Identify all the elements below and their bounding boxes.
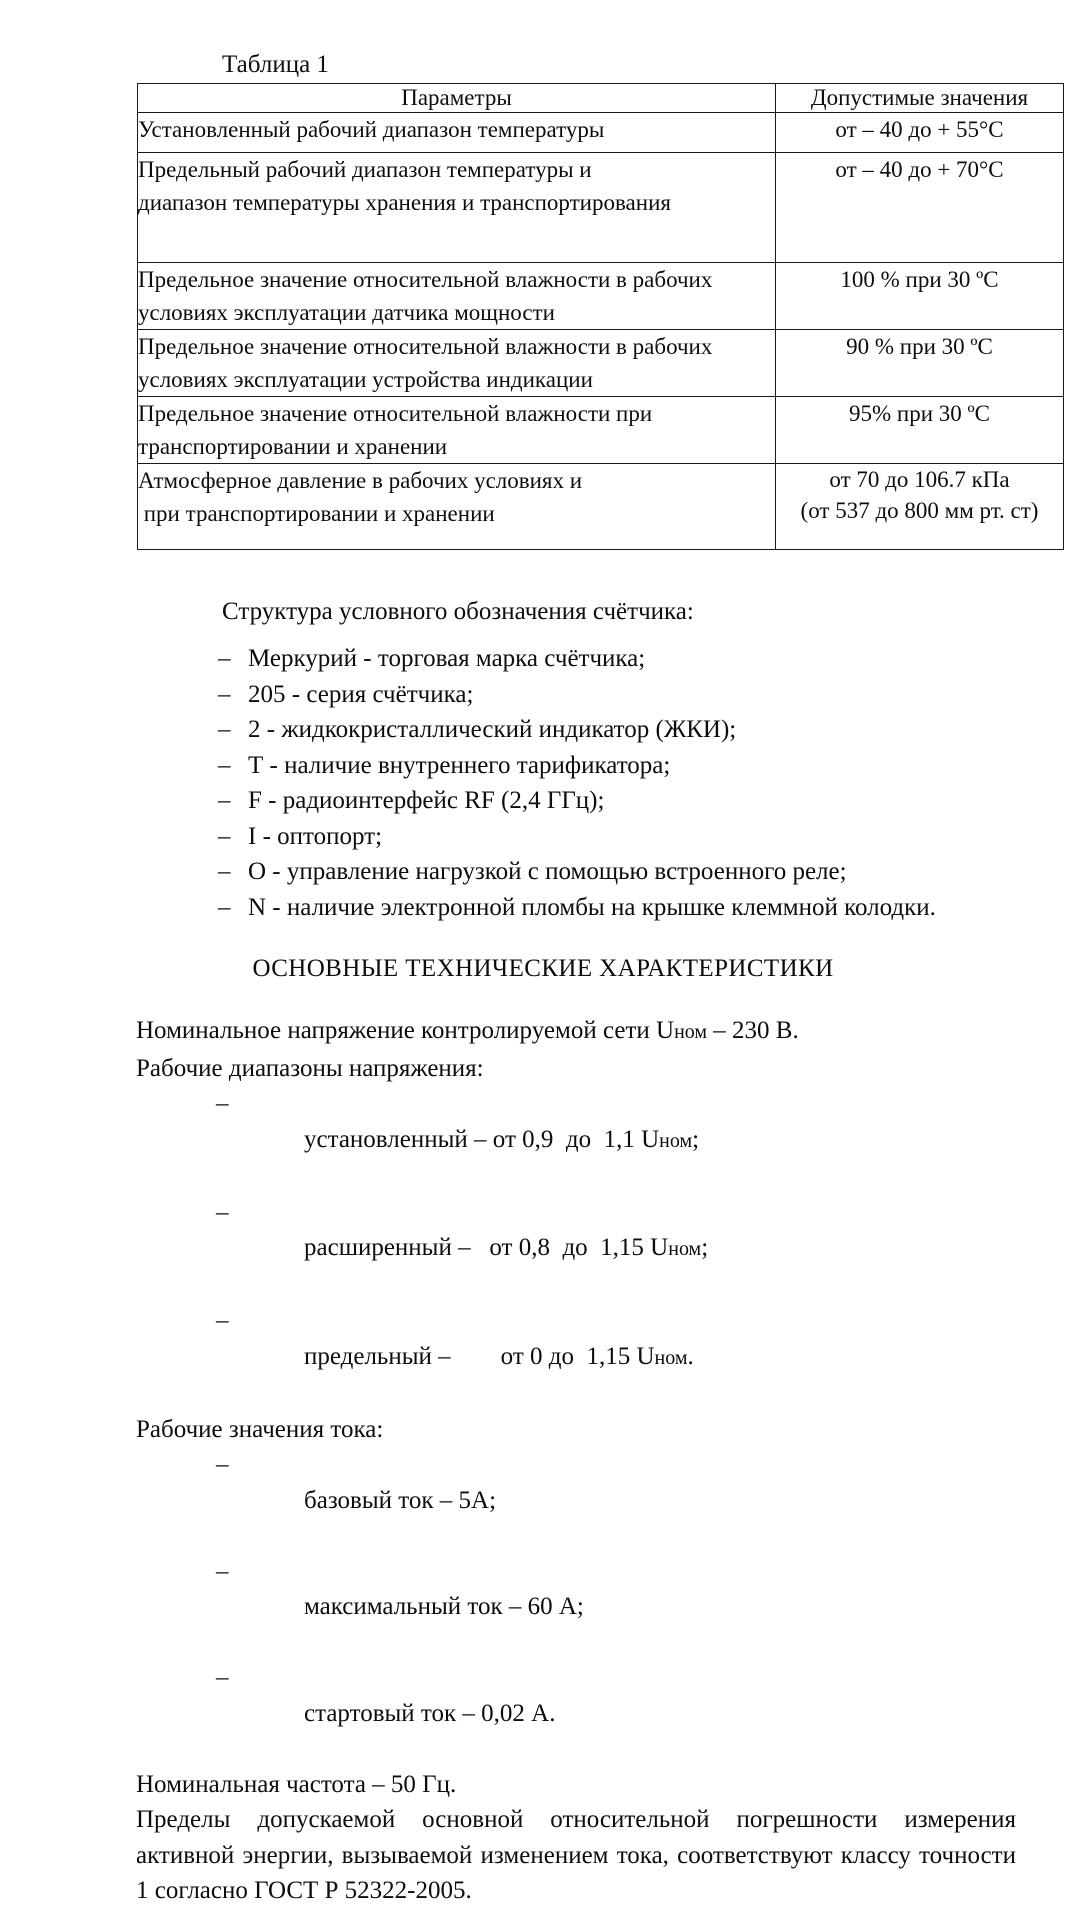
list-item — [136, 1447, 1016, 1554]
cell-line: от – 40 до + 70°C — [835, 157, 1004, 182]
cell-line: 90 % при 30 ºС — [846, 334, 993, 359]
list-item — [218, 748, 1018, 784]
designation-list — [218, 641, 1018, 925]
cell-line: Установленный рабочий диапазон температуры — [138, 117, 605, 142]
nominal-voltage-prefix: Номинальное напряжение контролируемой сети U — [136, 1017, 675, 1044]
list-item — [136, 1554, 1016, 1661]
list-item-label: 205 - серия счётчика; — [248, 680, 474, 708]
voltage-ranges-label: Рабочие диапазоны напряжения: — [136, 1054, 484, 1082]
nominal-voltage-subscript: ном — [674, 1021, 708, 1043]
list-item — [218, 890, 1018, 926]
cell-line: 95% при 30 ºС — [849, 401, 990, 426]
cell-line: диапазон температуры хранения и транспортирования — [138, 190, 671, 215]
table-row — [138, 397, 1064, 464]
cell-value — [776, 464, 1064, 550]
specifications-body — [136, 1013, 1016, 1909]
list-item-label — [266, 1230, 708, 1268]
list-item — [136, 1195, 1016, 1304]
cell-parameter — [138, 263, 776, 330]
cell-line: от 70 до 106.7 кПа — [829, 467, 1010, 492]
dash-bullet: – — [216, 1557, 229, 1585]
column-header-parameter: Параметры — [138, 84, 776, 113]
voltage-ranges-list — [136, 1086, 1016, 1412]
list-item-label: N - наличие электронной пломбы на крышке клеммной колодки. — [248, 893, 936, 921]
range-text: предельный – от 0 до 1,15 U — [304, 1342, 655, 1370]
list-item — [218, 819, 1018, 855]
cell-value — [776, 153, 1064, 263]
dash-bullet: – — [216, 1090, 229, 1117]
cell-line: транспортировании и хранении — [138, 434, 448, 459]
table-row — [138, 464, 1064, 550]
list-item-label — [266, 1122, 699, 1160]
list-item — [218, 677, 1018, 713]
list-item — [218, 712, 1018, 748]
range-suffix: . — [687, 1342, 694, 1370]
dash-bullet: – — [218, 751, 231, 779]
list-item — [136, 1086, 1016, 1195]
list-item-label: Меркурий - торговая марка счётчика; — [248, 645, 646, 672]
cell-parameter — [138, 464, 776, 550]
table-row — [138, 113, 1064, 153]
specifications-table — [137, 83, 1064, 550]
cell-line: (от 537 до 800 мм рт. ст) — [800, 498, 1039, 523]
nominal-voltage-suffix: – 230 В. — [707, 1017, 799, 1044]
list-item-label: базовый ток – 5А; — [304, 1486, 497, 1514]
list-item-label — [266, 1339, 694, 1377]
dash-bullet: – — [216, 1307, 229, 1334]
list-item-label: максимальный ток – 60 А; — [304, 1593, 584, 1620]
list-item — [218, 783, 1018, 819]
table-row — [138, 330, 1064, 397]
range-subscript: ном — [668, 1238, 702, 1260]
dash-bullet: – — [218, 645, 231, 672]
range-suffix: ; — [701, 1234, 709, 1261]
cell-parameter — [138, 330, 776, 397]
table-row — [138, 153, 1064, 263]
list-item-label: О - управление нагрузкой с помощью встроенного реле; — [248, 858, 847, 885]
list-item-label: стартовый ток – 0,02 А. — [304, 1699, 556, 1727]
cell-line: от – 40 до + 55°C — [835, 117, 1004, 142]
dash-bullet: – — [216, 1451, 229, 1478]
cell-parameter — [138, 153, 776, 263]
list-item-label: F - радиоинтерфейс RF (2,4 ГГц); — [248, 787, 605, 814]
cell-line: условиях эксплуатации устройства индикации — [138, 367, 593, 392]
dash-bullet: – — [218, 716, 231, 743]
range-subscript: ном — [654, 1346, 688, 1369]
current-values-list — [136, 1447, 1016, 1767]
table-row — [138, 263, 1064, 330]
list-item-label: Т - наличие внутреннего тарификатора; — [248, 751, 671, 779]
cell-value — [776, 113, 1064, 153]
cell-value — [776, 330, 1064, 397]
dash-bullet: – — [218, 893, 231, 921]
cell-line: Предельный рабочий диапазон температуры и — [138, 157, 592, 182]
cell-value — [776, 263, 1064, 330]
dash-bullet: – — [218, 858, 231, 885]
table-header-row — [138, 84, 1064, 113]
cell-line: 100 % при 30 ºС — [840, 267, 999, 292]
list-item — [218, 641, 1018, 677]
list-item — [136, 1303, 1016, 1412]
cell-line: Предельное значение относительной влажности в рабочих — [138, 334, 713, 359]
range-suffix: ; — [692, 1125, 700, 1153]
section-heading: ОСНОВНЫЕ ТЕХНИЧЕСКИЕ ХАРАКТЕРИСТИКИ — [252, 955, 834, 982]
column-header-value: Допустимые значения — [776, 84, 1064, 113]
current-values-label: Рабочие значения тока: — [136, 1415, 384, 1443]
cell-value — [776, 397, 1064, 464]
nominal-frequency-line: Номинальная частота – 50 Гц. — [136, 1770, 457, 1798]
list-item — [136, 1660, 1016, 1767]
table-caption: Таблица 1 — [222, 51, 329, 78]
dash-bullet: – — [218, 680, 231, 708]
dash-bullet: – — [218, 787, 231, 814]
range-text: расширенный – от 0,8 до 1,15 U — [304, 1234, 669, 1261]
cell-line: при транспортировании и хранении — [138, 501, 495, 526]
cell-line: Атмосферное давление в рабочих условиях и — [138, 468, 583, 493]
nominal-voltage-line — [136, 1013, 1016, 1051]
cell-line: Предельное значение относительной влажности при — [138, 401, 653, 426]
dash-bullet: – — [216, 1198, 229, 1226]
range-subscript: ном — [659, 1129, 693, 1152]
cell-line: Предельное значение относительной влажности в рабочих — [138, 267, 713, 292]
designation-intro: Структура условного обозначения счётчика: — [222, 598, 694, 625]
cell-line: условиях эксплуатации датчика мощности — [138, 300, 555, 325]
dash-bullet: – — [218, 822, 231, 850]
list-item — [218, 854, 1018, 890]
range-text: установленный – от 0,9 до 1,1 U — [304, 1125, 660, 1153]
accuracy-paragraph: Пределы допускаемой основной относительной погрешности измерения активной энергии, вызываемой изменением тока, соответствуют классу точности 1 согласно ГОСТ Р 52322-2005. — [136, 1806, 1016, 1904]
cell-parameter — [138, 113, 776, 153]
dash-bullet: – — [216, 1664, 229, 1691]
list-item-label: 2 - жидкокристаллический индикатор (ЖКИ); — [248, 716, 737, 743]
cell-parameter — [138, 397, 776, 464]
list-item-label: I - оптопорт; — [248, 822, 383, 850]
